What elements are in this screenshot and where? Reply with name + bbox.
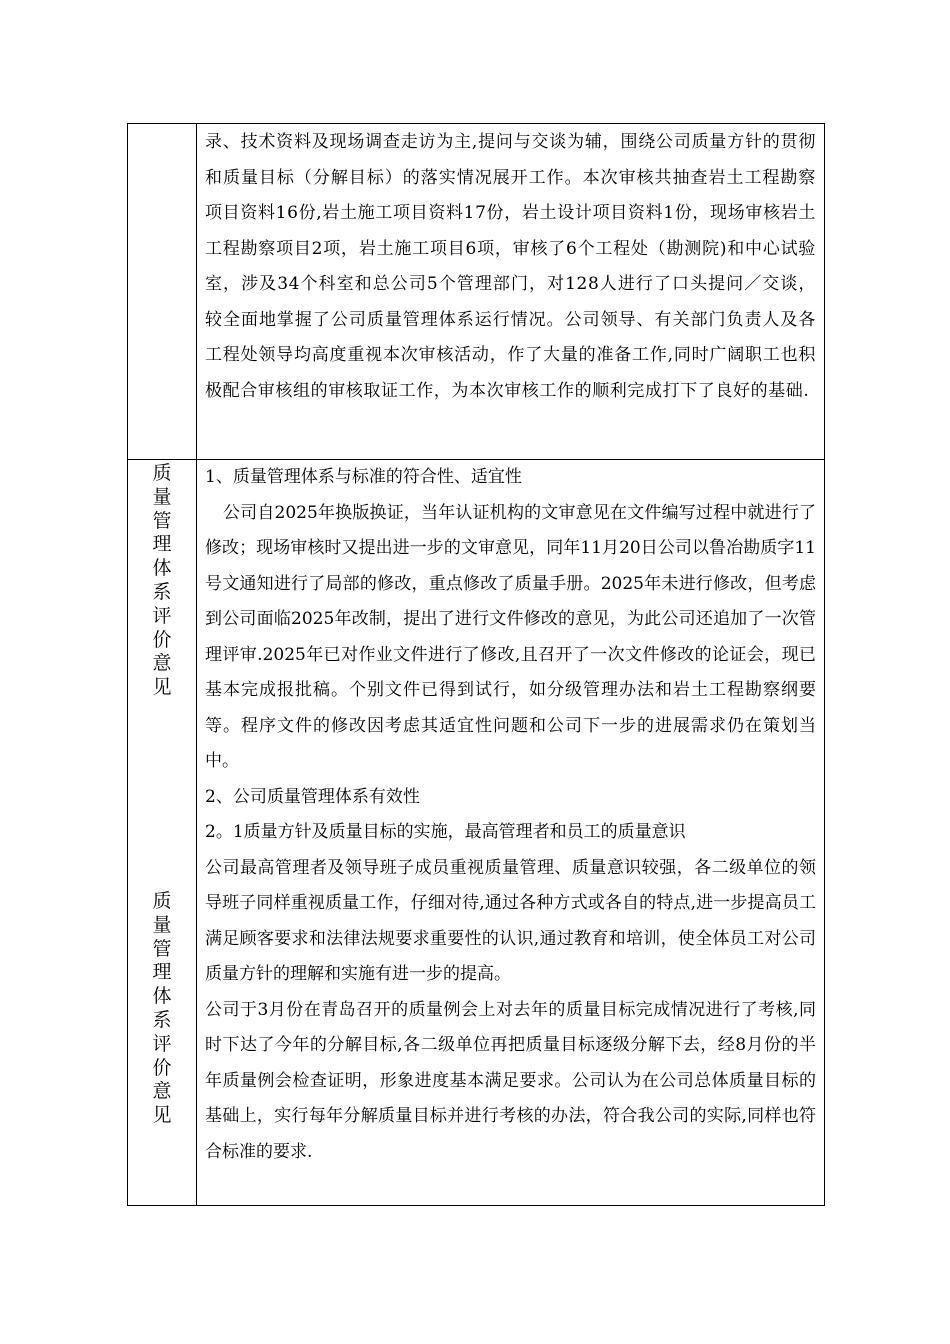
- audit-report-table: [127, 123, 825, 1206]
- section-heading-conformity: 1、质量管理体系与标准的符合性、适宜性: [205, 467, 522, 487]
- table-row-evaluation: [128, 460, 825, 1206]
- evaluation-content-cell: [197, 460, 825, 1206]
- subsection-heading-policy: 2。1质量方针及质量目标的实施，最高管理者和员工的质量意识: [205, 822, 686, 842]
- table-row-audit-process: [128, 124, 825, 460]
- quality-objectives-paragraph: 公司于3月份在青岛召开的质量例会上对去年的质量目标完成情况进行了考核,同时下达了今年的分解目标,各二级单位再把质量目标逐级分解下去，经8月份的半年质量例会检查证明，形象进度基本满足要求。公司认为在公司总体质量目标的基础上，实行每年分解质量目标并进行考核的办法，符合我公司的实际,同样也符合标准的要求.: [205, 999, 816, 1162]
- row-label-cell-empty: [128, 124, 197, 460]
- conformity-paragraph: 公司自2025年换版换证，当年认证机构的文审意见在文件编写过程中就进行了修改；现场审核时又提出进一步的文审意见，同年11月20日公司以鲁冶勘质字11号文通知进行了局部的修改，重点修改了质量手册。2025年未进行修改，但考虑到公司面临2025年改制，提出了进行文件修改的意见，为此公司还追加了一次管理评审.2025年已对作业文件进行了修改,且召开了一次文件修改的论证会，现已基本完成报批稿。个别文件已得到试行，如分级管理办法和岩土工程勘察纲要等。程序文件的修改因考虑其适宜性问题和公司下一步的进展需求仍在策划当中。: [205, 502, 816, 771]
- vertical-label-bottom: 质 量 管 理 体 系 评 价 意 见: [152, 889, 172, 1127]
- audit-process-paragraph: 录、技术资料及现场调查走访为主,提问与交谈为辅，围绕公司质量方针的贯彻和质量目标（分解目标）的落实情况展开工作。本次审核共抽查岩土工程勘察项目资料16份,岩土施工项目资料17份，岩土设计项目资料1份，现场审核岩土工程勘察项目2项，岩土施工项目6项，审核了6个工程处（勘测院)和中心试验室，涉及34个科室和总公司5个管理部门，对128人进行了口头提问／交谈，较全面地掌握了公司质量管理体系运行情况。公司领导、有关部门负责人及各工程处领导均高度重视本次审核活动，作了大量的准备工作,同时广阔职工也积极配合审核组的审核取证工作，为本次审核工作的顺利完成打下了良好的基础.: [205, 132, 816, 401]
- vertical-label-top: 质 量 管 理 体 系 评 价 意 见: [152, 462, 172, 699]
- management-awareness-paragraph: 公司最高管理者及领导班子成员重视质量管理、质量意识较强，各二级单位的领导班子同样重视质量工作，仔细对待,通过各种方式或各自的特点,进一步提高员工满足顾客要求和法律法规要求重要性的认识,通过教育和培训，使全体员工对公司质量方针的理解和实施有进一步的提高。: [205, 857, 816, 984]
- section-heading-effectiveness: 2、公司质量管理体系有效性: [205, 786, 420, 807]
- evaluation-label-cell: [128, 460, 197, 1206]
- document-table-container: [127, 123, 823, 1206]
- audit-process-cell: [197, 124, 825, 460]
